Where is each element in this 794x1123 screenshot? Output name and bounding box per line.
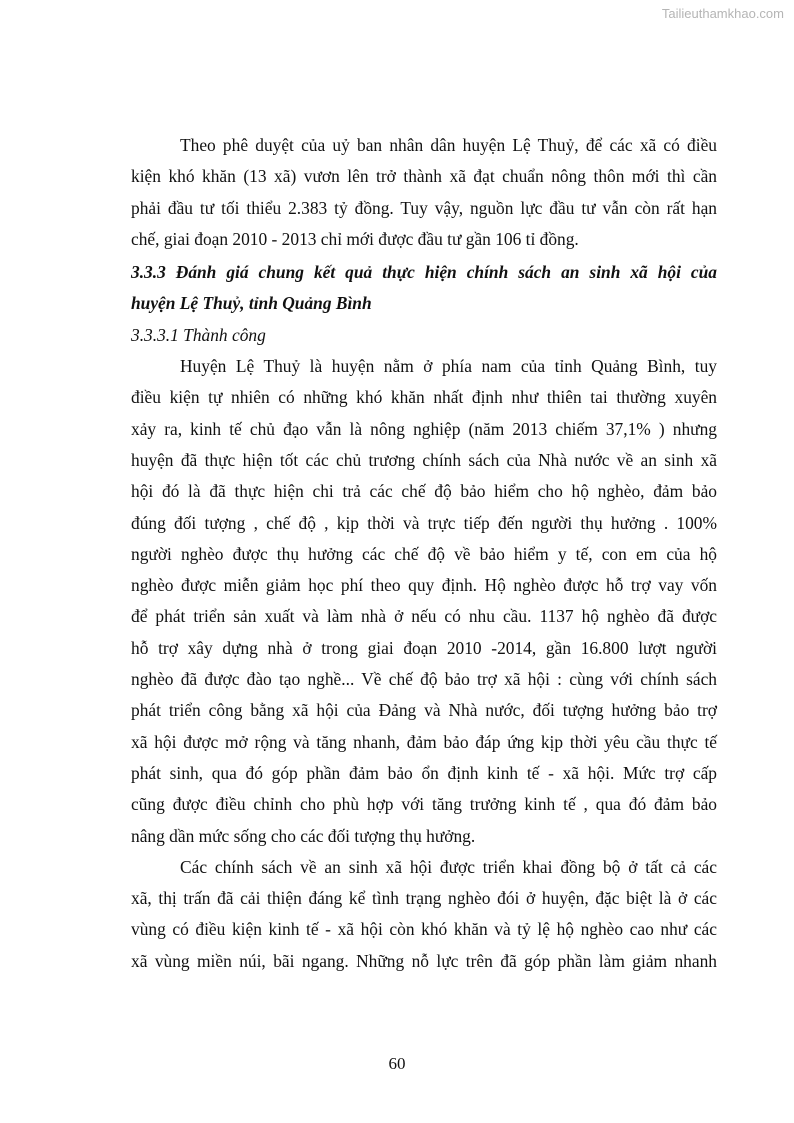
text-line: phát sinh, qua đó góp phần đảm bảo ổn định kinh tế - xã hội. Mức trợ cấp <box>131 762 717 783</box>
page-number: 60 <box>388 1054 406 1073</box>
heading-line: huyện Lệ Thuỷ, tỉnh Quảng Bình <box>131 293 372 314</box>
text-line: xã, thị trấn đã cải thiện đáng kể tình trạng nghèo đói ở huyện, đặc biệt là ở các <box>131 888 717 909</box>
text-line: đúng đối tượng , chế độ , kịp thời và trực tiếp đến người thụ hưởng . 100% <box>131 512 717 533</box>
paragraph-investment <box>131 130 717 255</box>
section-heading <box>131 257 717 320</box>
text-line: Các chính sách về an sinh xã hội được triển khai đồng bộ ở tất cả các <box>180 856 717 877</box>
text-line: điều kiện tự nhiên có những khó khăn nhất định như thiên tai thường xuyên <box>131 387 717 408</box>
text-line: xảy ra, kinh tế chủ đạo vẫn là nông nghiệp (năm 2013 chiếm 37,1% ) nhưng <box>131 418 717 439</box>
text-line: người nghèo được thụ hưởng các chế độ về bảo hiểm y tế, con em của hộ <box>131 543 717 564</box>
page-content <box>131 130 717 977</box>
text-line: hỗ trợ xây dựng nhà ở trong giai đoạn 2010 -2014, gần 16.800 lượt người <box>131 637 717 658</box>
text-line: nâng dần mức sống cho các đối tượng thụ hưởng. <box>131 825 476 846</box>
text-line: chế, giai đoạn 2010 - 2013 chỉ mới được đầu tư gần 106 tỉ đồng. <box>131 228 579 249</box>
text-line: xã hội được mở rộng và tăng nhanh, đảm bảo đáp ứng kịp thời yêu cầu thực tế <box>131 731 717 752</box>
text-line: phát triển công bằng xã hội của Đảng và Nhà nước, đối tượng hưởng bảo trợ <box>131 700 717 721</box>
text-line: phải đầu tư tối thiểu 2.383 tỷ đồng. Tuy vậy, nguồn lực đầu tư vẫn còn rất hạn <box>131 197 717 218</box>
text-line: xã vùng miền núi, bãi ngang. Những nỗ lực trên đã góp phần làm giảm nhanh <box>131 950 717 971</box>
text-line: Theo phê duyệt của uỷ ban nhân dân huyện Lệ Thuỷ, để các xã có điều <box>180 135 717 155</box>
text-line: nghèo đã được đào tạo nghề... Về chế độ bảo trợ xã hội : cùng với chính sách <box>131 669 717 690</box>
subsection-heading: 3.3.3.1 Thành công <box>131 324 266 345</box>
text-line: vùng có điều kiện kinh tế - xã hội còn khó khăn và tỷ lệ hộ nghèo cao như các <box>131 919 717 940</box>
text-line: hội đó là đã thực hiện chi trả các chế độ bảo hiểm cho hộ nghèo, đảm bảo <box>131 481 717 502</box>
text-line: huyện đã thực hiện tốt các chủ trương chính sách của Nhà nước về an sinh xã <box>131 449 717 470</box>
text-line: để phát triển sản xuất và làm nhà ở nếu có nhu cầu. 1137 hộ nghèo đã được <box>131 606 717 627</box>
text-line: cũng được điều chỉnh cho phù hợp với tăng trưởng kinh tế , qua đó đảm bảo <box>131 794 717 815</box>
paragraph-success <box>131 351 717 852</box>
text-line: kiện khó khăn (13 xã) vươn lên trở thành xã đạt chuẩn nông thôn mới thì cần <box>131 166 717 187</box>
text-line: nghèo được miễn giảm học phí theo quy định. Hộ nghèo được hỗ trợ vay vốn <box>131 575 717 596</box>
heading-line: 3.3.3 Đánh giá chung kết quả thực hiện chính sách an sinh xã hội của <box>131 262 717 283</box>
watermark: Tailieuthamkhao.com <box>661 6 784 21</box>
text-line: Huyện Lệ Thuỷ là huyện nằm ở phía nam của tỉnh Quảng Bình, tuy <box>180 356 717 377</box>
paragraph-poverty-reduction <box>131 852 717 977</box>
